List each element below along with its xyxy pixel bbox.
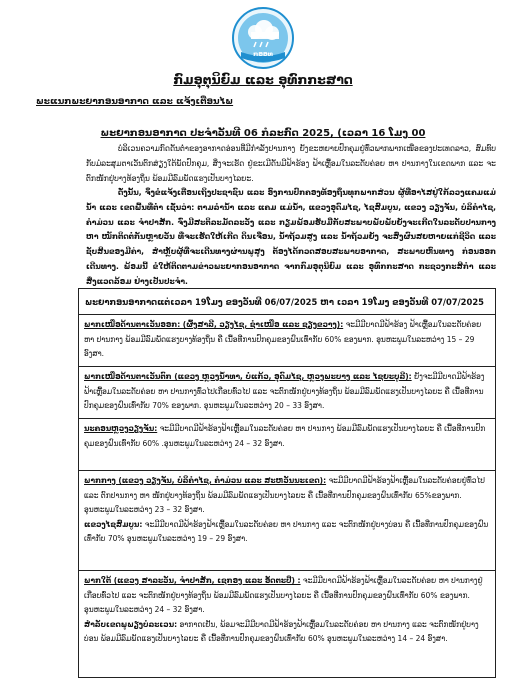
subregion-label: ສໍາລັບເຂດພູພຽງບໍລະເວນ: bbox=[84, 619, 178, 629]
region-label: ພາກໃຕ້ (ແຂວງ ສາລະວັນ, ຈໍາປາສັກ, ເຊກອງ ແລະ ອັດຕະປື) : bbox=[84, 576, 301, 585]
table-title: ພະຍາກອນອາກາດແຕ່ເວລາ 19ໂມງ ຂອງວັນທີ 06/07/2025 ຫາ ເວລາ 19ໂມງ ຂອງວັນທີ 07/07/2025 bbox=[79, 289, 495, 315]
subregion-label: ແຂວງໄຊສົມບູນ: bbox=[84, 519, 143, 529]
subregion-block bbox=[84, 618, 490, 647]
table-row-south bbox=[79, 571, 495, 677]
table-row-vientiane-capital bbox=[79, 419, 495, 471]
forecast-title: ພະຍາກອນອາກາດ ປະຈໍາວັນທີ 06 ກໍລະກົດ 2025, (ເວລາ 16 ໂມງ 00 bbox=[100, 128, 426, 139]
region-forecast: ຈະມີມີບາດມີຟ້າຮ້ອງ ຟ້າເຫຼື້ອມໃນລະດັບຄ່ອຍ ຫາ ປານກາງ ພ້ອມມີລົມພັດແຮງບາງທ້ອງຖິ່ນ ຄື ເນື້ອທີ່ການປົກຄຸມຂອງຝົນເທົ່າກັບ 60% ຂອງພາກ. ອຸນຫະພູມໃນລະຫວ່າງ 15 – 29 ອົງສາ. bbox=[84, 320, 482, 359]
synopsis-paragraph bbox=[86, 142, 496, 186]
region-forecast: ຈະມີມີບາດມີຟ້າຮ້ອງຟ້າເຫຼື້ອມໃນລະດັບຄ່ອຍ ຫາ ປານກາງ ພ້ອມມີລົມພັດແຮງເປັນບາງໄລຍະ ຄື ເນື້ອທີ່ການປົກຄຸມຂອງຝົນເທົ່າກັບ 60% .ອຸນຫະພູມໃນລະຫວ່າງ 24 – 32 ອົງສາ. bbox=[84, 424, 486, 448]
region-forecast: ຍັງຈະມີມີບາດມີຟ້າຮ້ອງຟ້າເຫຼື້ອມໃນລະດັບຄ່ອຍ ຫາ ປານກາງທົ່ວໄປເກືອບທົ່ວໄປ ແລະ ຈະຕົກໜັກຢູ່ບາງທ້ອງຖິ່ນ ພ້ອມມີລົມພັດແຮງເປັນບາງໄລຍະ ຄື ເນື້ອທີ່ການປົກຄຸມຂອງຝົນເທົ່າກັບ 70% ຂອງພາກ. ອຸນຫະພູມໃນລະຫວ່າງ 20 – 33 ອົງສາ. bbox=[84, 372, 485, 411]
table-row-northeast bbox=[79, 315, 495, 367]
region-label: ພາກເໜືອດ້ານຕາເວັນຕົກ (ແຂວງ ຫຼວງນໍ້າທາ, ບໍ່ແກ້ວ, ອຸດົມໄຊ, ຫຼວງພະບາງ ແລະ ໄຊຍະບູລີ): bbox=[84, 372, 412, 381]
ministry-logo bbox=[231, 6, 295, 70]
region-forecast: ຈະມີມີບາດມີຟ້າຮ້ອງຟ້າເຫຼື້ອມໃນລະດັບຄ່ອຍ ຫາ ປານກາງຢູ່ເກືອບທົ່ວໄປ ແລະ ຈະຕົກໜັກຢູ່ບາງທ້ອງຖິ່ນ ພ້ອມມີລົມພັດແຮງເປັນບາງໄລຍະ ຄື ເນື້ອທີ່ການປົກຄຸມຂອງຝົນເທົ່າກັບ 60% ຂອງພາກ. ອຸນຫະພູມໃນລະຫວ່າງ 24 – 32 ອົງສາ. bbox=[84, 576, 483, 615]
ministry-title: ກົມອຸຕຸນິຍົມ ແລະ ອຸທົກກະສາດ bbox=[173, 72, 353, 87]
warning-text: ດັ່ງນັ້ນ, ຈຶ່ງຂໍແຈ້ງເຕືອນເຖິງປະຊາຊົນ ແລະ ອົງການປົກຄອງທ້ອງຖິ່ນທຸກພາກສ່ວນ ຜູ້ທີ່ອາໄສຢູ່ໃກ້ລວງແຄມແມ່ນ້ຳ ແລະ ເຂດພື້ນທີ່ຕໍ່າ ເຊັ່ນວ່າ: ຕາມລໍານໍ້າ ແລະ ແຄມ ແມ່ນ້ຳ, ແຂວງອຸດົມໄຊ, ໄຊສົມບູນ, ແຂວງ ວຽງຈັນ, ບໍລິຄໍາໄຊ, ຄໍາມ່ວນ ແລະ ຈໍາປາສັກ. ຈົ່ງມີສະຕິລະມັດລະວັງ ແລະ ກຽມພ້ອມຮັບມືກັບສະພາບພັບພັບຍັງຈະເກີດໃນລະດັບປານກາງ ຫາ ໜັກຕິດຕໍ່ກັນຫຼາຍວັນ ທີ່ຈະເຮັດໃຫ້ເກີດ ດິນເຈື່ອນ, ນໍ້າຖ້ວມສູງ ແລະ ນໍ້າຖ້ວມຍັງ ຈະສົ່ງຜົນສຍຫາຍແກ່ຊີວິດ ແລະ ຊັບສິນຂອງມີຄ່າ, ສໍາຫຼັບຜູ້ທີ່ຈະເດີນທາງຜ່ານພູສູງ ຕ້ອງໄດ້ກວດສອບສະພາບອາກາດ, ສະພາບຫົນທາງ ກ່ອນອອກເດີນທາງ. ພ້ອມນີ້ ຂໍໃຫ້ຕິດຕາມຂ່າວພະຍາກອນອາກາດ ຈາກກົມອຸຕຸນິຍົມ ແລະ ອຸທົກກະສາດ ກະຊວງກະສິກໍາ ແລະ ສິ່ງແວດລ້ອມ ຢ່າງເປັນປະຈໍາ. bbox=[86, 188, 496, 286]
region-forecast: ຈະມີມີບາດມີຟ້າຮ້ອງຟ້າເຫຼື້ອມໃນລະດັບຄ່ອຍຢູ່ທົ່ວໄປ ແລະ ຕົກປານກາງ ຫາ ໜັກຢູ່ບາງທ້ອງຖິ່ນ ພ້ອມມີລົມພັດແຮງເປັນບາງໄລຍະ ຄື ເນື້ອທີ່ການປົກຄຸມຂອງຝົນເທົ່າກັບ 65%ຂອງພາກ. ອຸນຫະພູມໃນລະຫວ່າງ 23 – 32 ອົງສາ. bbox=[84, 476, 485, 515]
subregion-forecast: ອາກາດເຢັນ, ພ້ອມຈະມີມີບາດມີຟ້າຮ້ອງຟ້າເຫຼື້ອມໃນລະດັບຄ່ອຍ ຫາ ປານກາງ ແລະ ຈະຕົກໜັກຢູ່ບາງບ່ອນ ພ້ອມມີລົມພັດແຮງເປັນບາງໄລຍະ ຄື ເນື້ອທີ່ການປົກຄຸມຂອງຝົນເທົ່າກັບ 60% ອຸນຫະພູມໃນລະຫວ່າງ 14 – 24 ອົງສາ. bbox=[84, 619, 479, 644]
weather-ministry-logo-icon bbox=[231, 6, 295, 70]
warning-paragraph bbox=[86, 186, 496, 290]
synopsis-text: ບໍລິເວນຄວາມກົດດັນຕ່ໍາຂອງອາກາດອ່ອນທີ່ມີກຳລັງປານກາງ ຍັງຂະຫຍາຍປົກຄຸມຢູ່ທົ່ວພາກພາກເໜືອຂອງປະເທດລາວ, ສົມທົບກັບມໍລະສຸມຕາເວັນຕົກສ່ຽງໃຕ້ພັດປົກຄຸມ, ສິ່ງຈະເຮັດ ຢູ່ຂະເມີດັນມີຟ້າຮ້ອງ ຟ້າເຫຼື້ອມໃນລະດັບຄ່ອຍ ຫາ ປານກາງໃນເຂດພາກ ແລະ ຈະຕົກໜັກຢູ່ບາງທ້ອງຖິ່ນ ພ້ອມມີລົມພັດແຮງເປັນບາງໄລຍະ. bbox=[86, 144, 496, 183]
table-row-northwest bbox=[79, 367, 495, 419]
subregion-block bbox=[84, 518, 490, 547]
department-title: ພະແນກພະຍາກອນອາກາດ ແລະ ແຈ້ງເຕືອນໄພ bbox=[36, 97, 234, 107]
region-label: ນະຄອນຫຼວງວຽງຈັນ: bbox=[84, 424, 158, 433]
region-label: ພາກເໜືອດ້ານຕາເວັນອອກ: (ຜົ້ງສາລີ, ວຽງໄຊ, ຊຳເໜືອ ແລະ ຊຽງຂວາງ): bbox=[84, 320, 344, 329]
region-label: ພາກກາງ (ແຂວງ ວຽງຈັນ, ບໍລິຄໍາໄຊ, ຄໍາມ່ວນ ແລະ ສະຫວັນນະເຂດ): bbox=[84, 476, 327, 485]
logo-text: ກອອທ bbox=[253, 50, 273, 58]
subregion-forecast: ຈະມີມີບາດມີຟ້າຮ້ອງຟ້າເຫຼື້ອມໃນລະດັບຄ່ອຍ ຫາ ປານກາງ ແລະ ຈະຕົກໜັກຢູ່ບາງບ່ອນ ຄື ເນື້ອທີ່ການປົກຄຸມຂອງຝົນເທົ່າກັບ 70% ອຸນຫະພູມໃນລະຫວ່າງ 19 – 29 ອົງສາ. bbox=[84, 519, 489, 544]
table-row-central bbox=[79, 471, 495, 571]
regional-forecast-table bbox=[78, 288, 496, 678]
